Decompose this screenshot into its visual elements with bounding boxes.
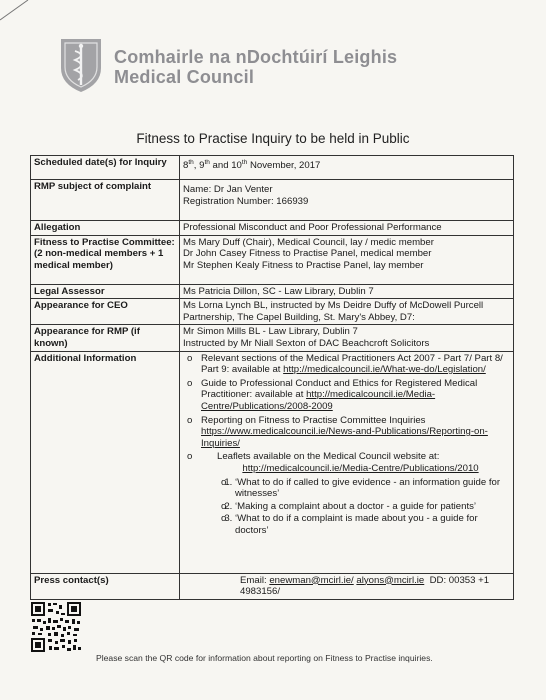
allegation-label: Allegation xyxy=(31,221,180,236)
rmp-name: Name: Dr Jan Venter xyxy=(183,184,273,195)
date-3: 10 xyxy=(231,160,242,172)
reporting-on-inquiries-link[interactable]: https://www.medicalcouncil.ie/News-and-Publications/Reporting-on-Inquiries/ xyxy=(201,426,488,449)
press-contacts-value xyxy=(180,573,514,599)
org-name xyxy=(114,47,397,88)
scheduled-dates-label: Scheduled date(s) for Inquiry xyxy=(31,156,180,180)
committee-label: Fitness to Practise Committee: (2 non-medical members + 1 medical member) xyxy=(31,235,180,284)
appearance-rmp-value xyxy=(180,325,514,351)
table-row-appearance-ceo xyxy=(31,299,514,325)
qr-instruction-text: Please scan the QR code for information about reporting on Fitness to Practise inquiries. xyxy=(96,653,433,663)
email-link-alyons[interactable]: alyons@mcirl.ie xyxy=(356,574,425,586)
legal-assessor-value: Ms Patricia Dillon, SC - Law Library, Dublin 7 xyxy=(180,284,514,299)
committee-members xyxy=(180,235,514,284)
additional-information-label: Additional Information xyxy=(31,351,180,573)
leaflet-guides-list xyxy=(201,477,510,537)
leaflets-text: o Leaflets available on the Medical Council website at: xyxy=(217,451,440,463)
table-row-additional-information xyxy=(31,351,514,573)
legislation-link[interactable]: http://medicalcouncil.ie/What-we-do/Legislation/ xyxy=(283,364,486,376)
scheduled-dates-value xyxy=(180,156,514,180)
email-link-enewman[interactable]: enewman@mcirl.ie/ xyxy=(269,574,354,586)
scan-corner-line xyxy=(0,0,30,22)
list-item xyxy=(201,353,510,376)
document-title: Fitness to Practise Inquiry to be held in Public xyxy=(136,131,410,146)
list-item-text: Guide to Professional Conduct and Ethics for Registered Medical Practitioner: available at xyxy=(201,377,478,401)
additional-information-list xyxy=(183,353,510,537)
rmp-subject-value xyxy=(180,180,514,221)
table-row-scheduled-dates xyxy=(31,156,514,180)
committee-member: Mr Stephen Kealy Fitness to Practise Panel, lay member xyxy=(183,259,424,271)
table-row-appearance-rmp xyxy=(31,325,514,351)
list-item xyxy=(201,415,510,450)
table-row-committee xyxy=(31,235,514,284)
qr-code-icon[interactable] xyxy=(30,601,82,653)
inquiry-details-table xyxy=(30,155,514,600)
org-name-irish: Comhairle na nDochtúirí Leighis xyxy=(114,47,398,67)
medical-council-crest-icon xyxy=(58,36,104,94)
date-1: 8 xyxy=(183,160,189,172)
date-3-suffix: th xyxy=(241,159,248,166)
rmp-registration-number: Registration Number: 166939 xyxy=(183,195,309,207)
committee-member: Dr John Casey Fitness to Practise Panel, medical member xyxy=(183,248,432,260)
list-item-text: o Reporting on Fitness to Practise Committee Inquiries xyxy=(201,414,426,426)
table-row-press-contacts xyxy=(31,573,514,599)
allegation-value: Professional Misconduct and Poor Professional Performance xyxy=(180,221,514,236)
appearance-rmp-label: Appearance for RMP (if known) xyxy=(31,325,180,351)
appearance-ceo-value: Ms Lorna Lynch BL, instructed by Ms Deidre Duffy of McDowell Purcell Partnership, The Capel Building, St. Mary's Abbey, D7: xyxy=(180,299,514,325)
date-1-suffix: th xyxy=(188,159,194,166)
direct-dial-number: DD: 00353 +1 4983156/ xyxy=(240,574,490,598)
org-name-english: Medical Council xyxy=(114,67,255,87)
publications-2010-link[interactable]: http://medicalcouncil.ie/Media-Centre/Publications/2010 xyxy=(242,462,479,474)
date-separator-1: , xyxy=(193,160,200,172)
appearance-ceo-label: Appearance for CEO xyxy=(31,299,180,325)
leaflet-guide-item: o 1. ‘What to do if called to give evidence - an information guide for witnesses’ xyxy=(235,477,510,500)
appearance-rmp-solicitor: Instructed by Mr Niall Sexton of DAC Beachcroft Solicitors xyxy=(183,337,430,349)
date-separator-2: and xyxy=(209,160,232,172)
rmp-subject-label: RMP subject of complaint xyxy=(31,180,180,221)
additional-information-value xyxy=(180,351,514,573)
date-2: 9 xyxy=(199,160,205,172)
publications-2008-2009-link[interactable]: http://medicalcouncil.ie/Media-Centre/Publications/2008-2009 xyxy=(201,389,436,412)
leaflet-guide-item: o 3. ‘What to do if a complaint is made about you - a guide for doctors’ xyxy=(235,513,510,536)
table-row-rmp-subject xyxy=(31,180,514,221)
email-label: Email: xyxy=(240,574,270,586)
legal-assessor-label: Legal Assessor xyxy=(31,284,180,299)
date-2-suffix: th xyxy=(204,159,210,166)
list-item xyxy=(201,451,510,536)
list-item-text: Relevant sections of the Medical Practitioners Act 2007 - Part 7/ Part 8/ Part 9: available at xyxy=(201,352,503,376)
list-item xyxy=(201,378,510,413)
table-row-legal-assessor xyxy=(31,284,514,299)
committee-member: Ms Mary Duff (Chair), Medical Council, lay / medic member xyxy=(183,236,434,248)
appearance-rmp-counsel: Mr Simon Mills BL - Law Library, Dublin 7 xyxy=(183,326,358,338)
press-contacts-label: Press contact(s) xyxy=(31,573,180,599)
date-month-year: November, 2017 xyxy=(247,160,321,172)
table-row-allegation xyxy=(31,221,514,236)
leaflet-guide-item: o 2. ‘Making a complaint about a doctor - a guide for patients’ xyxy=(235,501,510,513)
